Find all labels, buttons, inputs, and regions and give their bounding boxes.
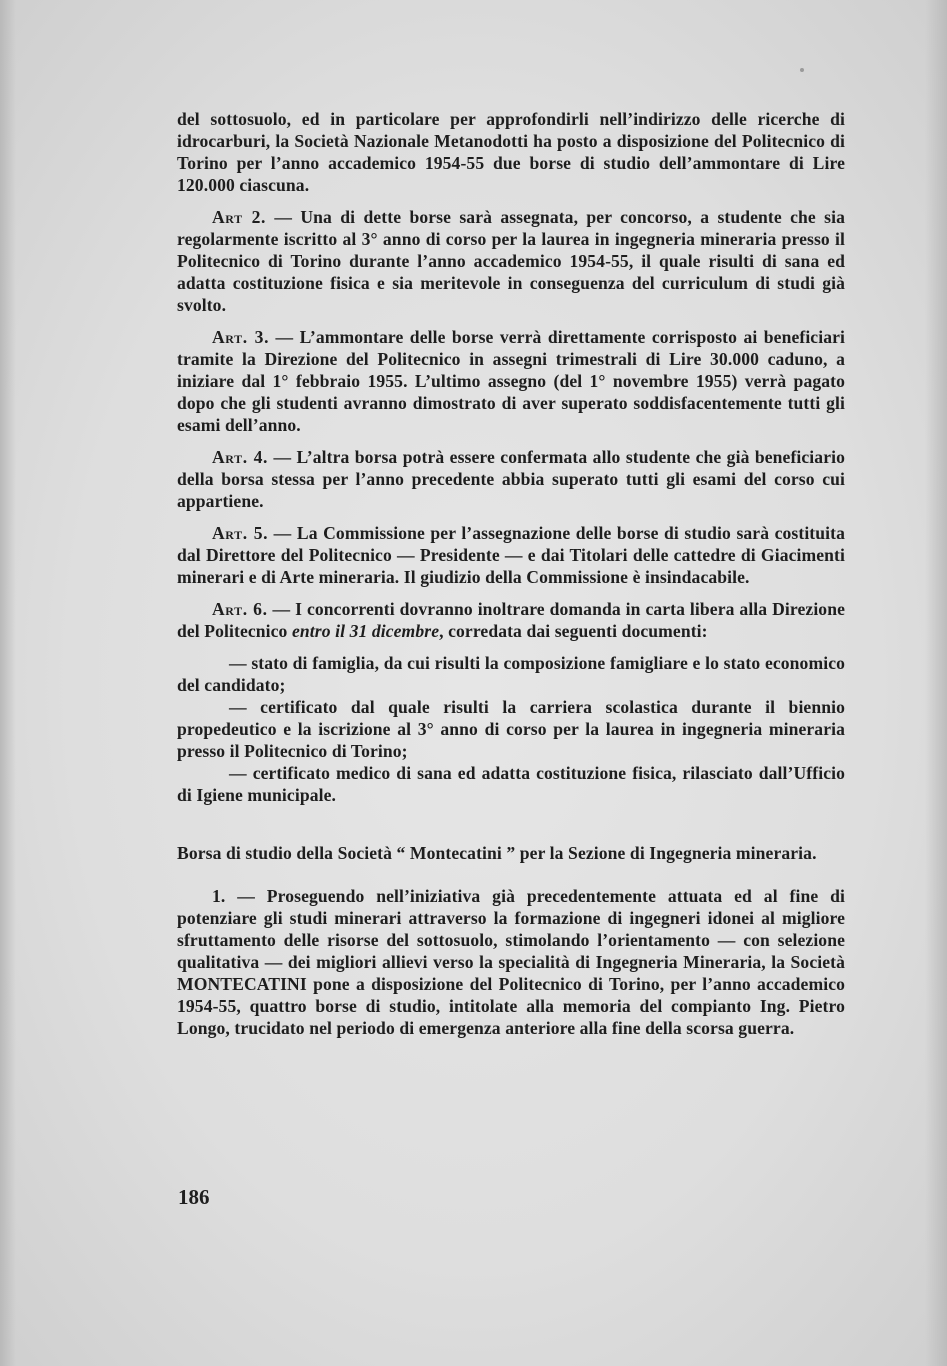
page-number: 186 <box>178 1185 210 1209</box>
ink-speck <box>800 68 804 72</box>
right-page-shadow <box>925 0 947 1366</box>
article-5-text: — La Commissione per l’assegnazione delle borse di studio sarà costituita dal Direttore del Politecnico — Presidente — e dai Titolari delle cattedre di Giacimenti minerari e di Arte mineraria. Il giudizio della Commissione è insindacabile. <box>177 523 845 587</box>
intro-paragraph: del sottosuolo, ed in particolare per approfondirli nell’indirizzo delle ricerche di idrocarburi, la Società Nazionale Metanodotti ha posto a disposizione del Politecnico di Torino per l’anno accademico 1954-55 due borse di studio dell’ammontare di Lire 120.000 ciascuna. <box>177 109 845 195</box>
documents-list <box>177 652 845 806</box>
list-item: — certificato dal quale risulti la carriera scolastica durante il biennio propedeutico e la iscrizione al 3° anno di corso per la laurea in ingegneria mineraria presso il Politecnico di Torino; <box>177 697 845 761</box>
article-5 <box>177 522 845 588</box>
article-5-label: Art. 5. <box>212 523 269 543</box>
article-3-text: — L’ammontare delle borse verrà direttamente corrisposto ai beneficiari tramite la Direzione del Politecnico in assegni trimestrali di Lire 30.000 caduno, a iniziare dal 1° febbraio 1955. L’ultimo assegno (del 1° novembre 1955) verrà pagato dopo che gli studenti avranno dimostrato di aver superato soddisfacentemente tutti gli esami dell’anno. <box>177 327 845 435</box>
article-4-label: Art. 4. <box>212 447 269 467</box>
section-heading: Borsa di studio della Società “ Montecatini ” per la Sezione di Ingegneria mineraria. <box>177 843 817 863</box>
article-3-label: Art. 3. <box>212 327 270 347</box>
article-4 <box>177 446 845 512</box>
left-page-shadow <box>0 0 16 1366</box>
article-6-text-a: — I concorrenti dovranno inoltrare domanda in carta libera alla Direzione del Politecnico <box>177 599 845 641</box>
article-6-label: Art. 6. <box>212 599 268 619</box>
list-item: — stato di famiglia, da cui risulti la composizione famigliare e lo stato economico del candidato; <box>177 653 845 695</box>
page-body <box>177 108 845 1049</box>
article-4-text: — L’altra borsa potrà essere confermata allo studente che già beneficiario della borsa stessa per l’anno precedente abbia superato tutti gli esami del corso cui appartiene. <box>177 447 845 511</box>
article-6-deadline: entro il 31 dicembre <box>291 621 440 641</box>
article-2-label: Art 2. <box>212 207 266 227</box>
list-item: — certificato medico di sana ed adatta costituzione fisica, rilasciato dall’Ufficio di Igiene municipale. <box>177 763 845 805</box>
montecatini-paragraph: 1. — Proseguendo nell’iniziativa già precedentemente attuata ed al fine di potenziare gli studi minerari attraverso la formazione di ingegneri idonei al migliore sfruttamento delle risorse del sottosuolo, stimolando l’orientamento — con selezione qualitativa — dei migliori allievi verso la specialità di Ingegneria Mineraria, la Società MONTECATINI pone a disposizione del Politecnico di Torino, per l’anno accademico 1954-55, quattro borse di studio, intitolate alla memoria del compianto Ing. Pietro Longo, trucidato nel periodo di emergenza anteriore alla fine della scorsa guerra. <box>177 886 845 1038</box>
article-6 <box>177 598 845 642</box>
article-3 <box>177 326 845 436</box>
article-2 <box>177 206 845 316</box>
article-2-text: — Una di dette borse sarà assegnata, per concorso, a studente che sia regolarmente iscritto al 3° anno di corso per la laurea in ingegneria mineraria presso il Politecnico di Torino durante l’anno accademico 1954-55, il quale risulti di sana ed adatta costituzione fisica e sia meritevole in conseguenza del curriculum di studi già svolto. <box>177 207 845 315</box>
article-6-text-b: , corredata dai seguenti documenti: <box>439 621 708 641</box>
